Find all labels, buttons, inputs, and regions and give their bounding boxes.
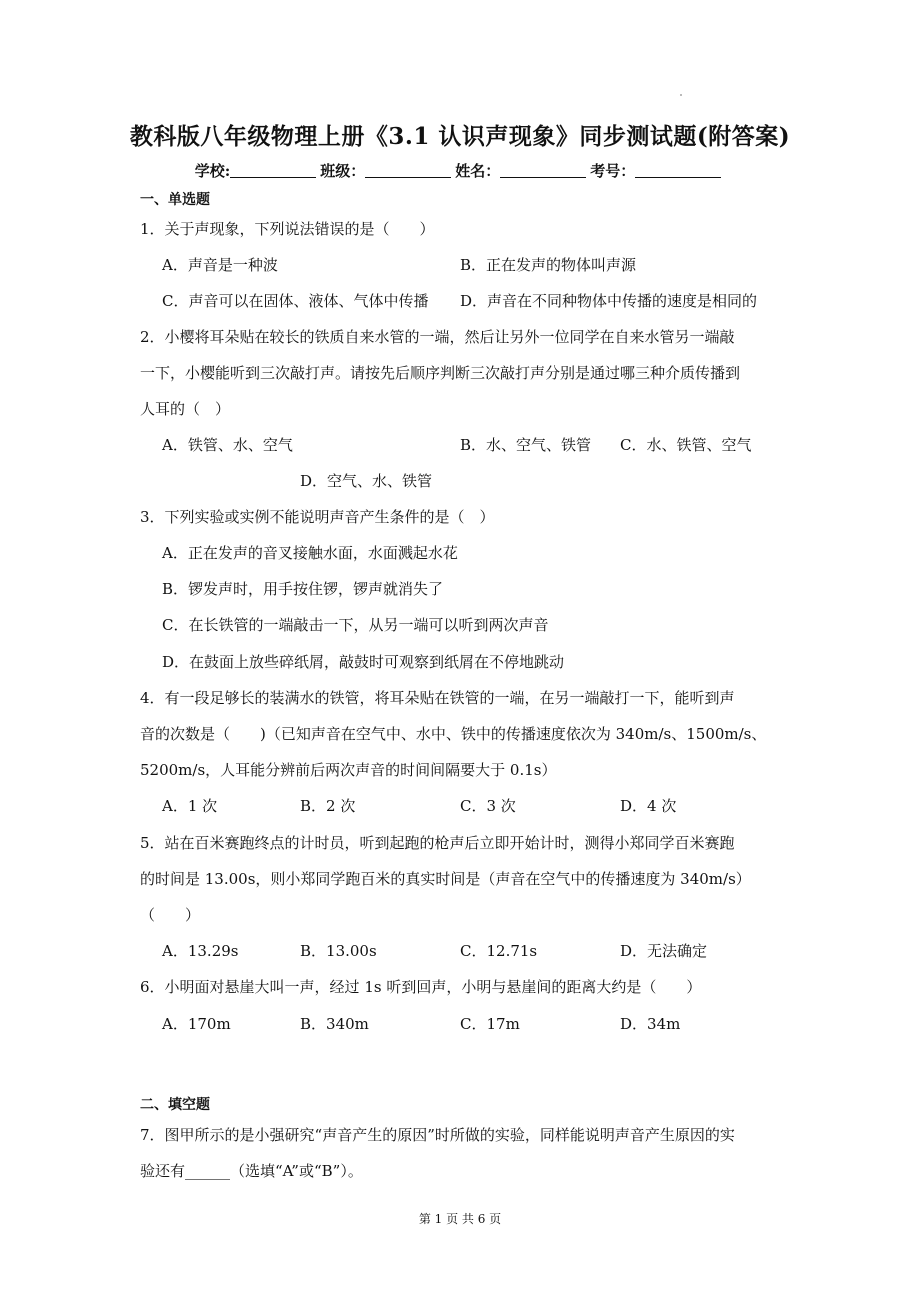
question-4-option-a: A．1 次 [162, 797, 218, 815]
question-3-stem: 3．下列实验或实例不能说明声音产生条件的是（ ） [140, 508, 495, 526]
question-5-option-b: B．13.00s [300, 942, 377, 960]
scan-speck [680, 94, 682, 96]
name-blank[interactable] [500, 161, 586, 178]
question-1-stem: 1．关于声现象，下列说法错误的是（ ） [140, 220, 435, 238]
question-4-stem-line-3: 5200m/s，人耳能分辨前后两次声音的时间间隔要大于 0.1s） [140, 761, 557, 779]
question-2-option-d: D．空气、水、铁管 [300, 472, 433, 490]
student-info-line [0, 160, 920, 181]
page-title: 教科版八年级物理上册《3.1 认识声现象》同步测试题(附答案) [129, 123, 791, 150]
question-7-stem-line-2: 验还有______（选填“A”或“B”）。 [140, 1162, 363, 1180]
school-blank[interactable] [230, 161, 316, 178]
question-5-option-d: D．无法确定 [620, 942, 708, 960]
question-5-stem-line-2: 的时间是 13.00s，则小郑同学跑百米的真实时间是（声音在空气中的传播速度为 340m/s） [140, 870, 751, 888]
class-blank[interactable] [365, 161, 451, 178]
question-2-option-b: B．水、空气、铁管 [460, 436, 592, 454]
question-6-option-b: B．340m [300, 1015, 369, 1033]
question-5-option-c: C．12.71s [460, 942, 538, 960]
number-blank[interactable] [635, 161, 721, 178]
question-2-option-c: C．水、铁管、空气 [620, 436, 752, 454]
question-4-option-c: C．3 次 [460, 797, 516, 815]
question-6-option-d: D．34m [620, 1015, 681, 1033]
name-label: 姓名： [455, 162, 501, 180]
page-footer: 第 1 页 共 6 页 [418, 1212, 502, 1226]
question-3-option-a: A．正在发声的音叉接触水面，水面溅起水花 [162, 544, 458, 562]
question-2-stem-line-1: 2．小樱将耳朵贴在较长的铁质自来水管的一端，然后让另外一位同学在自来水管另一端敲 [140, 328, 735, 346]
question-3-option-b: B．锣发声时，用手按住锣，锣声就消失了 [162, 580, 444, 598]
question-1-option-a: A．声音是一种波 [162, 256, 278, 274]
section-heading-single-choice: 一、单选题 [140, 192, 210, 208]
question-3-option-d: D．在鼓面上放些碎纸屑，敲鼓时可观察到纸屑在不停地跳动 [162, 653, 565, 671]
question-5-stem-line-1: 5．站在百米赛跑终点的计时员，听到起跑的枪声后立即开始计时，测得小郑同学百米赛跑 [140, 834, 735, 852]
question-4-option-d: D．4 次 [620, 797, 677, 815]
question-6-stem: 6．小明面对悬崖大叫一声，经过 1s 听到回声，小明与悬崖间的距离大约是（ ） [140, 978, 702, 996]
question-2-option-a: A．铁管、水、空气 [162, 436, 293, 454]
question-4-stem-line-1: 4．有一段足够长的装满水的铁管，将耳朵贴在铁管的一端，在另一端敲打一下，能听到声 [140, 689, 735, 707]
question-1-option-d: D．声音在不同种物体中传播的速度是相同的 [460, 292, 758, 310]
question-6-option-c: C．17m [460, 1015, 520, 1033]
question-3-option-c: C．在长铁管的一端敲击一下，从另一端可以听到两次声音 [162, 616, 549, 634]
class-label: 班级： [320, 162, 366, 180]
question-7-stem-line-1: 7．图甲所示的是小强研究“声音产生的原因”时所做的实验，同样能说明声音产生原因的实 [140, 1126, 735, 1144]
question-5-option-a: A．13.29s [162, 942, 239, 960]
question-1-option-c: C．声音可以在固体、液体、气体中传播 [162, 292, 429, 310]
question-2-stem-line-3: 人耳的（ ） [140, 400, 231, 418]
question-5-stem-line-3: （ ） [140, 906, 201, 924]
question-6-option-a: A．170m [162, 1015, 231, 1033]
question-2-stem-line-2: 一下，小樱能听到三次敲打声。请按先后顺序判断三次敲打声分别是通过哪三种介质传播到 [140, 364, 741, 382]
school-label: 学校: [194, 162, 231, 180]
question-4-stem-line-2: 音的次数是（ )（已知声音在空气中、水中、铁中的传播速度依次为 340m/s、1500m/s、 [140, 725, 767, 743]
section-heading-fill-blank: 二、填空题 [140, 1097, 210, 1113]
question-4-option-b: B．2 次 [300, 797, 356, 815]
number-label: 考号： [590, 162, 636, 180]
question-1-option-b: B．正在发声的物体叫声源 [460, 256, 637, 274]
